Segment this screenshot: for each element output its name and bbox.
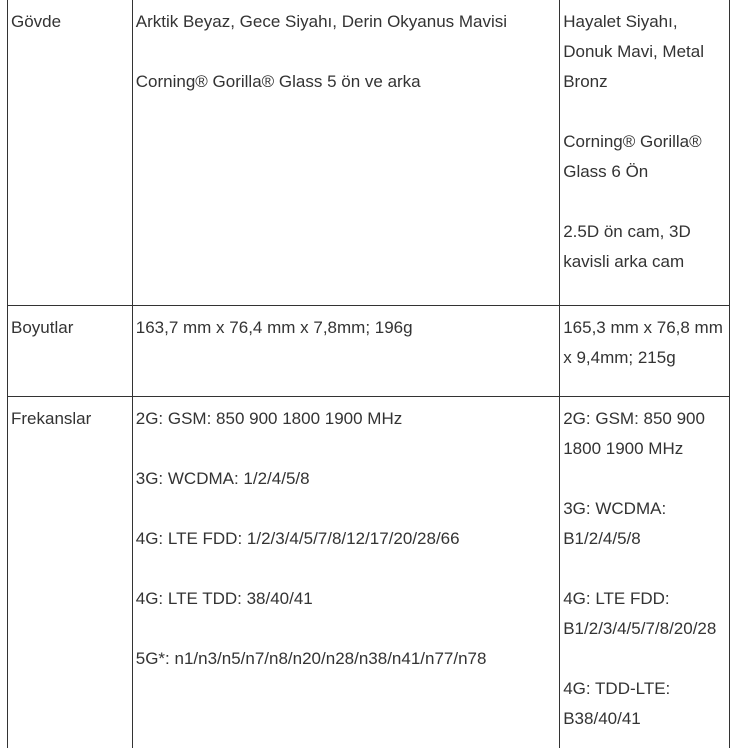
row-label-text: Frekanslar	[11, 408, 92, 428]
spec-comparison-table	[7, 0, 730, 748]
spec-value: 4G: LTE FDD: B1/2/3/4/5/7/8/20/28	[563, 588, 717, 638]
spec-cell-model-b	[560, 396, 730, 748]
row-label	[8, 305, 133, 396]
table-row-govde	[8, 0, 730, 305]
table-row-frekanslar	[8, 396, 730, 748]
spec-value: Corning® Gorilla® Glass 5 ön ve arka	[135, 72, 421, 91]
row-label-text: Boyutlar	[11, 317, 74, 337]
spec-value: 2G: GSM: 850 900 1800 1900 MHz	[135, 408, 403, 428]
spec-cell-model-a	[132, 305, 559, 396]
spec-value: 165,3 mm x 76,8 mm x 9,4mm; 215g	[563, 317, 723, 367]
row-label	[8, 0, 133, 305]
spec-value: Hayalet Siyahı, Donuk Mavi, Metal Bronz	[563, 12, 704, 91]
spec-cell-model-b	[560, 0, 730, 305]
spec-cell-model-a	[132, 396, 559, 748]
spec-value: 4G: TDD-LTE: B38/40/41	[563, 678, 671, 728]
spec-value: 3G: WCDMA: 1/2/4/5/8	[135, 468, 310, 488]
spec-value: 3G: WCDMA: B1/2/4/5/8	[563, 498, 667, 548]
spec-value: 2.5D ön cam, 3D kavisli arka cam	[563, 222, 691, 271]
spec-value: Corning® Gorilla® Glass 6 Ön	[563, 132, 702, 181]
table-row-boyutlar	[8, 305, 730, 396]
spec-value: 4G: LTE FDD: 1/2/3/4/5/7/8/12/17/20/28/66	[135, 528, 460, 548]
spec-cell-model-a	[132, 0, 559, 305]
spec-value: 2G: GSM: 850 900 1800 1900 MHz	[563, 408, 705, 458]
row-label-text: Gövde	[11, 12, 62, 31]
spec-cell-model-b	[560, 305, 730, 396]
spec-value: 5G*: n1/n3/n5/n7/n8/n20/n28/n38/n41/n77/n78	[135, 648, 487, 668]
spec-value: 4G: LTE TDD: 38/40/41	[135, 588, 313, 608]
spec-value: 163,7 mm x 76,4 mm x 7,8mm; 196g	[135, 317, 413, 337]
row-label	[8, 396, 133, 748]
spec-value: Arktik Beyaz, Gece Siyahı, Derin Okyanus Mavisi	[135, 12, 508, 31]
